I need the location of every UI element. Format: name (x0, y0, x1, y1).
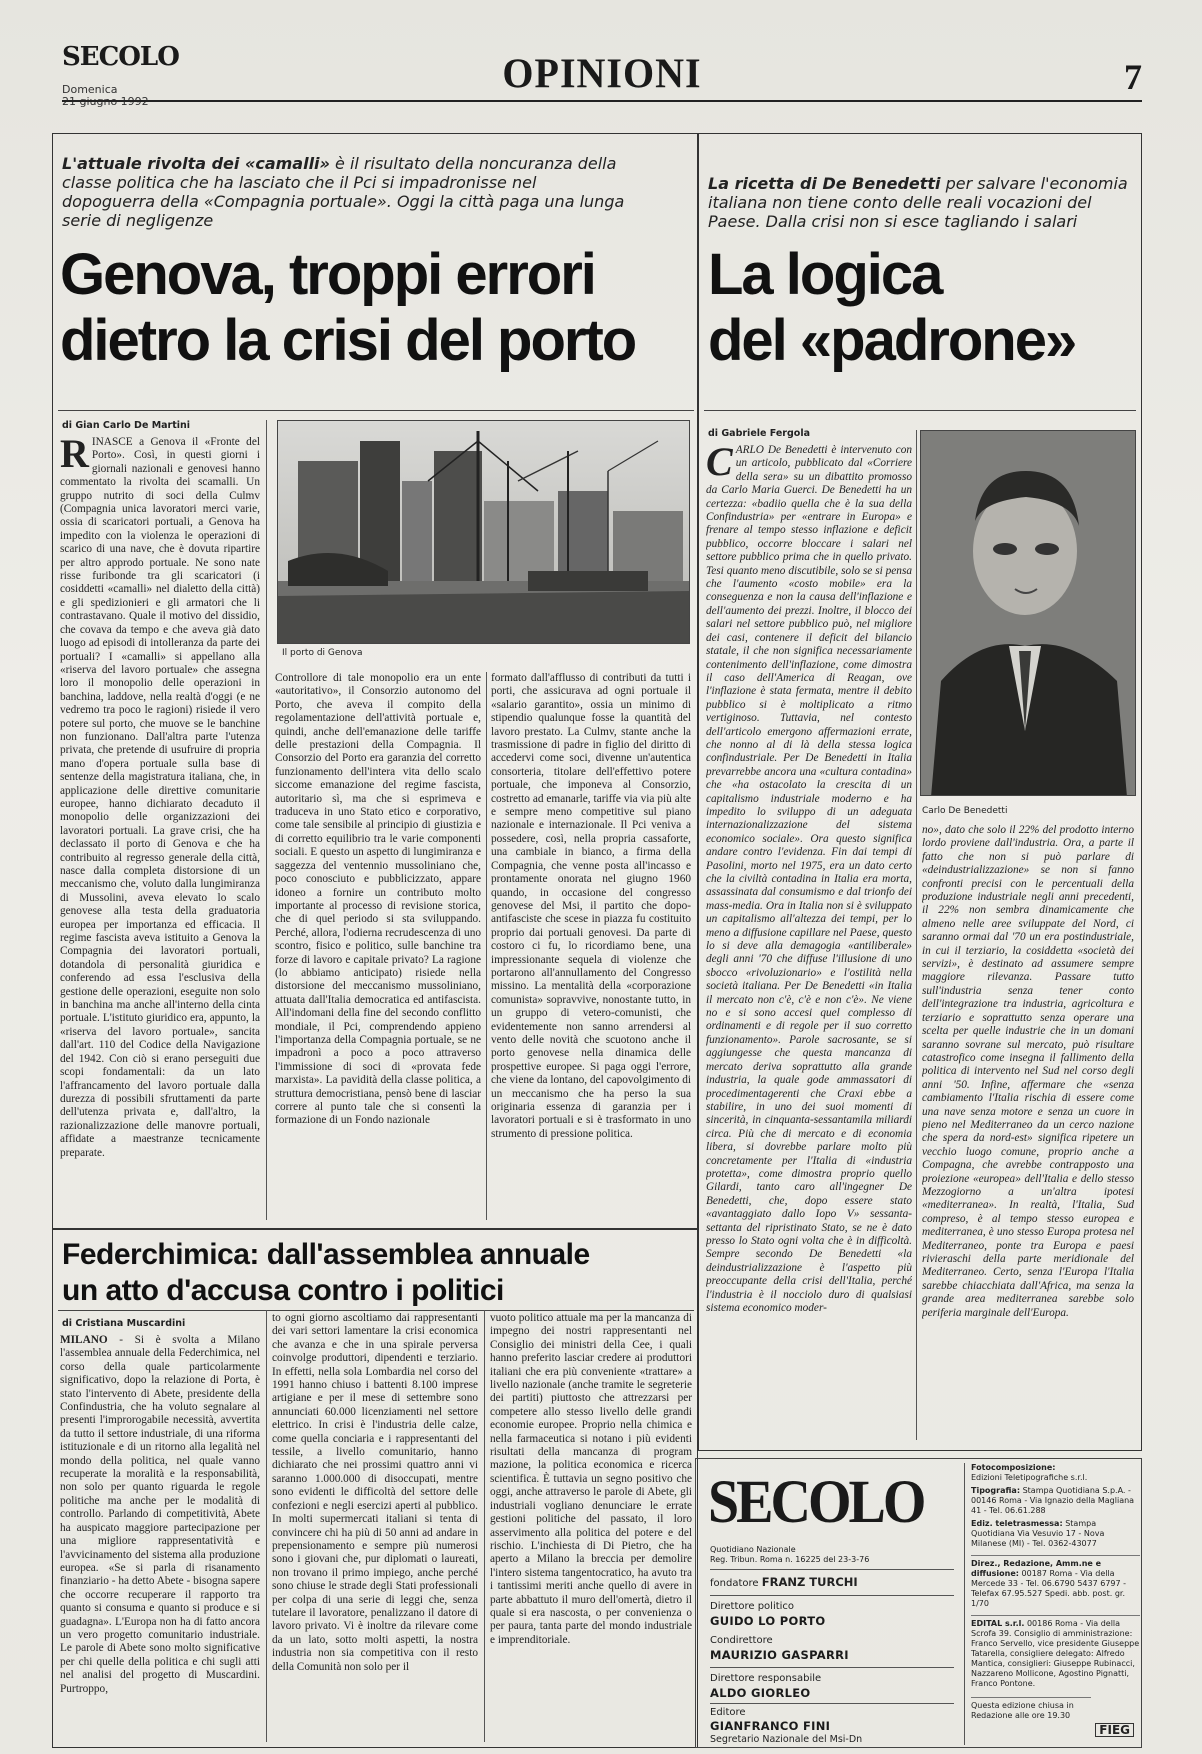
federchimica-headline-rule (58, 1310, 694, 1311)
codirector-label: Condirettore (710, 1635, 773, 1646)
article-genova-byline: di Gian Carlo De Martini (62, 420, 191, 431)
article-padrone-column-1: CARLO De Benedetti è intervenuto con un articolo, pubblicato dal «Corriere della sera» su un dibattito promosso da Carlo Maria Guerci. De Benedetti ha un certezza: «badiio quella che è la sua della Confindustria» per «entrare in Europa» e frenare al tempo stesso inflazione e deficit pubblico, occorre bloccare i salari nel settore pubblico prima che in quello privato. Tesi quanto meno discutibile, solo se si pensa che l'aumento «costo mobile» era la conseguenza e non la causa dell'inflazione e dell'aumento dei prezzi. Inoltre, il blocco dei salari nel settore pubblico può, nel migliore dei casi, contenere il deficit del bilancio statale, il che non significa necessariamente contenimento dell'inflazione, come dimostra il caso dell'America di Reagan, ove l'inflazione è stata fermata, mentre il debito pubblico si è moltiplicato a ritmo vertiginoso. Tuttavia, nel contesto dell'articolo emergono affermazioni errate, che nonno al di là della stessa logica confindustriale. Per De Benedetti in Italia prevarrebbe ancora una «cultura contadina» che «ha ostacolato la crescita di un capitalismo industriale moderno e ha impedito lo sviluppo di un adeguata internazionalizzazione del sistema economico sociale». Ora questo significa andare contro l'evidenza. Fin dai tempi di Pasolini, morto nel 1975, era un dato certo che la civiltà contadina in Italia era morta, assassinata dal consumismo e dal trionfo dei mass-media. Ora in Italia non si è sviluppato un capitalismo all'altezza dei tempi, per lo meno a diffusione capillare nel Paese, questo lo si deve alla demagogia «antiliberale» degli anni '70 che diffuse l'illusione di uno sbocco «rivoluzionario» e l'ostilità nella società italiana. Per De Benedetti «in Italia il mercato non c'è, c'è e non c'è». Ne viene no e si sono accesi quel complesso di ordinamenti e di regole per il suo corretto funzionamento». Parole sacrosante, se si aggiungesse che questa mancanza di mercato deriva soprattutto alla grande industria, la quale gode ammassatori di procedimentagerenti che Craxi ebbe a stabilire, in uno dei suoi momenti di sincerità, in cinquanta-sessantamila miliardi circa. Più che di mercato e di economia libera, si dovrebbe parlare molto più concretamente per l'Italia di «industria protetta», come dimostra proprio quello Gilardi, tanto caro all'ingegner De Benedetti, che, dopo essere stato «avantaggiato dallo Iopo V» sessanta-settanta del ripristinato Stato, se ne è dato presso lo Stato ogni volta che è in difficoltà. Sempre secondo De Benedetti «la deindustrializzazione è l'aspetto più preoccupante della crisi dell'Italia, perché l'industria è il nocciolo duro di qualsiasi sistema economico moder- (706, 444, 912, 1314)
article-federchimica-headline: Federchimica: dall'assemblea annuale un atto d'accusa contro i politici (62, 1238, 590, 1307)
page-header (62, 42, 1142, 108)
de-benedetti-caption: Carlo De Benedetti (922, 806, 1008, 816)
federchimica-col-rule-1 (266, 1310, 267, 1742)
masthead-imprint: Fotocomposizione: Edizioni Teletipografiche s.r.l. Tipografia: Stampa Quotidiana S.p.A. - 00146 Roma - Via Ignazio della Magliana 41 - Tel. 06.61.288 Ediz. teletrasmessa: Stampa Quotidiana Via Vesuvio 17 - Nova Milanese (MI) - Tel. 0362-43077 Direz., Redazione, Amm.ne e diffusione: 00187 Roma - Via della Mercede 33 - Tel. 06.6790 5437 6797 - Telefax 67.95.527 Spedi. abb. post. gr. 1/70 EDITAL s.r.l. 00186 Roma - Via della Scrofa 39. Consiglio di amministrazione: Franco Servello, vice presidente Giuseppe Tatarella, consigliere delegato: Alfredo Mantica, consiglieri: Giuseppe Rubinacci, Nazzareno Mollicone, Agostino Pignatti, Franco Pontone. Questa edizione chiusa in Redazione alle ore 19.30 FIEG (964, 1463, 1140, 1745)
article-genova-column-1: RINASCE a Genova il «Fronte del Porto». Così, in questi giorni i giornali nazionali e genovesi hanno commentato la rivolta dei scamalli. Un gruppo nutrito di soci della Culmv (Compagnia unica lavoratori merci varie, ossia di scaricatori portuali, a Genova ha impedito con la violenza le operazioni di scarico di una nave, che è dovuta ripartire per altro approdo portuale. Ne sono nate risse furibonde tra gli scaricatori (i cosiddetti «camalli» nel dialetto della città) e gli spedizionieri e gli armatori che li contrastavano. Quale il motivo del dissidio, che covava da tempo e che aveva già dato luogo ad episodi di intolleranza da parte dei portuali? I «camalli» si appellano alla «riserva del lavoro portuale» che assegna loro il monopolio delle operazioni in banchina, laddove, nella realtà d'oggi (e ne vedremo tra poco le ragioni) risiede il vero potere sul porto, che muove se le banchine non funzionano. Dall'altra parte l'utenza privata, che pretende di usufruire di propria mano d'opera portuale sulla base di sentenze della magistratura italiana, che, in applicazione delle direttive comunitarie europee, hanno dichiarato decaduto il monopolio delle organizzazioni dei lavoratori portuali. La grave crisi, che ha declassato il porto di Genova e che ha contribuito al regresso generale della città, nasce dalla completa distorsione di un meccanismo che, voluto dalla lungimiranza di Mussolini, aveva elevato lo scalo genovese alla testa della graduatoria europea per importanza ed efficacia. Il regime fascista aveva istituito a Genova la Compagnia dei lavoratori portuali, dotandola di personalità giuridica e conferendo ad essa l'esclusiva della gestione delle operazioni, eseguite non solo in banchina ma anche all'interno della cinta portuale. L'istituto giuridico era, appunto, la «riserva del lavoro portuale», sancita dall'art. 110 del Codice della Navigazione del 1942. Con ciò si erano perseguiti due scopi fondamentali: da un lato l'affrancamento del lavoro portuale dalla durezza di possibili sfruttamenti da parte dell'utenza privata e, dall'altro, la razionalizzazione delle manovre portuali, affidate a maestranze tecnicamente preparate. (60, 436, 260, 1159)
masthead-rule-3 (710, 1667, 954, 1668)
article-padrone-column-2: no», dato che solo il 22% del prodotto interno lordo proviene dall'industria. Ora, a parte il fatto che non si può parlare di «deindustrializzazione» se non si fanno confronti precisi con le percentuali della produzione industriale negli anni precedenti, il 22% non sembra dinamicamente che almeno nelle aree sviluppate del Nord, ci saranno ormai dal '70 un era postindustriale, in cui il terziario, la cosiddetta «società dei servizi», è destinato ad assumere sempre maggiore rilevanza. Passare tutto sull'industria senza tener conto dell'integrazione tra industria, agricoltura e terziario e soprattutto senza operare una scelta per quelle industrie che in un domani saranno sovrane sul mercato, può risultare catastrofico come insegna il fallimento della politica di intervento nel Sud nel corso degli anni '50. Infine, affermare che «senza cambiamento l'Italia rischia di essere come una nave senza motore e senza un cuore in pieno nel Mediterraneo da un cerco nazione che spera da nord-est» significa ripetere un vecchio luogo comune, proprio anche a Compagna, che avrebbe contrapposto una proiezione «europea» dell'Italia e dello stesso Mezzogiorno a un'altra ipotesi «mediterranea». In realtà, l'Italia, Sud compreso, è al tempo stesso europea e mediterranea, è uno stesso Europa protesa nel Mediterraneo, ponte tra Europa e paesi rivieraschi della parte meridionale del Mediterraneo. Certo, senza l'Europa l'Italia sarebbe chiacchiata dall'Africa, ma senza la grande area mediterranea sarebbe solo periferia marginale dell'Europa. (922, 824, 1134, 1319)
article-federchimica-byline: di Cristiana Muscardini (62, 1318, 186, 1329)
article-genova-column-3: formato dall'afflusso di contributi da tutti i porti, che assicurava ad ogni portuale il «salario garantito», ossia un minimo di stipendio qualunque fosse la quantità del lavoro prestato. La Culmv, stante anche la trasmissione di padre in figlio del diritto di accedervi come soci, divenne un'autentica consorteria, titolare dell'effettivo potere portuale, che imponeva al Consorzio, costretto ad emanarle, tariffe via via più alte e sempre meno competitive sul piano nazionale e internazionale. Il Pci veniva a possedere, così, nella propria cassaforte, una cambiale in bianco, a firma della Compagnia, che venne posta all'incasso e prontamente onorata nel giugno 1960 quando, in occasione del congresso genovese del Msi, il partito che dopo-antifasciste che scese in piazza fu costituito proprio dai portuali genovesi. Da parte di costoro ci fu, lo ricordiamo bene, una impressionante sequela di violenze che portarono all'annullamento del Congresso missino. La mentalità della «corporazione comunista» sopravvive, nonostante tutto, in un gruppo di vetero-comunisti, che evidentemente non sanno arrendersi al vento delle novità che scuotono anche il porto genovese nella dinamica delle prospettive europee. Si paga oggi l'errore, che viene da lontano, del capovolgimento di un meccanismo che ha perso la sua originaria essenza di garanzia per i lavoratori portuali e si è trasformato in uno strumento di pressione politica. (491, 672, 691, 1140)
genova-headline-rule (58, 410, 694, 411)
publisher-label: Editore (710, 1707, 746, 1718)
de-benedetti-photo (920, 430, 1136, 796)
director-label: Direttore politico (710, 1601, 795, 1612)
article-federchimica-column-3: vuoto politico attuale ma per la mancanza di impegno dei nostri rappresentanti nel Consiglio dei ministri della Cee, i quali hanno preferito lasciar credere ai produttori italiani che era più conveniente «trattare» a livello nazionale (anche tramite le segreterie dei partiti) piuttosto che attrezzarsi per competere allo stesso livello delle grandi economie europee. Proprio nella chimica e nella farmaceutica si notano i più evidenti risultati della mancanza di program mazione, la politica economica e ricerca scientifica. È tuttavia un segno positivo che oggi, anche attraverso le parole di Abete, gli industriali vogliano denunciare le errate gestioni politiche del passato, il loro asservimento alla politica del potere e del rischio. L'inchiesta di Di Pietro, che ha aperto a Milano la breccia per demolire l'intero sistema tangentocratico, ha avuto tra i tantissimi meriti anche quello di avere in parte abbattuto il muro dell'omertà, dietro il quale si era nascosta, o per convenienza o per paura, tanta parte del mondo industriale e imprenditoriale. (490, 1312, 692, 1646)
publisher-name: GIANFRANCO FINI (710, 1719, 831, 1733)
section-title: OPINIONI (502, 49, 702, 98)
masthead-rule-4 (710, 1703, 954, 1704)
genova-port-photo (277, 420, 690, 644)
founder-label: fondatore FRANZ TURCHI (710, 1575, 858, 1589)
masthead-rule-1 (710, 1569, 954, 1570)
newspaper-logo: SECOLO (62, 42, 179, 72)
padrone-headline-rule (704, 410, 1136, 411)
masthead-rule-2 (710, 1595, 954, 1596)
article-genova-kicker: L'attuale rivolta dei «camalli» è il risultato della noncuranza della classe politica che ha lasciato che il Pci si impadronisse nel dopoguerra della «Compagnia portuale». Oggi la città paga una lunga serie di negligenze (62, 154, 625, 230)
genova-col-rule-1 (266, 420, 267, 1220)
federchimica-col-rule-2 (484, 1310, 485, 1742)
director-name: GUIDO LO PORTO (710, 1614, 826, 1628)
article-genova-column-2: Controllore di tale monopolio era un ente «autoritativo», il Consorzio autonomo del Porto, che aveva il compito della regolamentazione dell'attività portuale e, quindi, anche dell'emanazione delle tariffe delle prestazioni della Compagnia. Il Consorzio del Porto era garanzia del corretto funzionamento dell'intera vita dello scalo siccome emanazione del regime fascista, autoritario sì, ma che si esprimeva e traduceva in uno Stato etico e corporativo, come tale sensibile al principio di giustizia e di corretto equilibrio tra le varie componenti sociali. E questo un aspetto di lungimiranza e saggezza del ventennio mussoliniano che, poco conosciuto e pubblicizzato, appare idoneo a fornire un contributo molto importante al processo di revisione storica, che di quel periodo si sta sviluppando. Perché, allora, l'odierna recrudescenza di uno scontro, fisico e politico, sulle banchine tra forze di lavoro e capitale privato? La ragione (lo abbiamo anticipato) risiede nella distorsione del meccanismo mussoliniano, attuata dall'Italia democratica ed antifascista. All'indomani della fine del secondo conflitto mondiale, il Pci, comprendendo appieno l'importanza della Compagnia portuale, se ne impadronì a poco a poco attraverso l'immissione di soci di «provata fede marxista». La pavidità della classe politica, a struttura democristiana, pensò bene di lasciar correre al punto tale che si consentì la formazione di un Fondo nazionale (275, 672, 481, 1127)
responsible-label: Direttore responsabile (710, 1673, 822, 1684)
genova-photo-caption: Il porto di Genova (282, 648, 363, 658)
article-padrone-kicker: La ricetta di De Benedetti per salvare l'economia italiana non tiene conto delle reali vocazioni del Paese. Dalla crisi non si esce tagliando i salari (708, 174, 1128, 231)
responsible-name: ALDO GIORLEO (710, 1686, 811, 1700)
portrait-image (921, 431, 1136, 796)
founder-name: FRANZ TURCHI (761, 1575, 858, 1589)
article-padrone-headline: La logica del «padrone» (708, 242, 1076, 373)
padrone-dropcap: C (706, 444, 733, 484)
article-federchimica-column-2: to ogni giorno ascoltiamo dai rappresentanti dei vari settori lamentare la crisi economica che avanza e che in una spirale perversa coinvolge produttori, dipendenti e terziario. In effetti, nella sola Lombardia nel corso del 1991 hanno chiuso i battenti 8.100 imprese artigiane e per il mese di settembre sono annunciati 60.000 licenziamenti nel settore elettrico. In crisi è l'industria delle calze, come quella conciaria e i rappresentanti del tessile, a livello comunitario, hanno dichiarato che nei prossimi quattro anni vi saranno 1.000.000 di disoccupati, mentre sono evidenti le difficoltà del settore delle confezioni e negli esercizi aperti al pubblico. In molti supermercati italiani si tenta di convincere chi ha più di 50 anni ad andare in prepensionamento e sempre più numerosi sono i giovani che, pur diplomati o laureati, non trovano il primo impiego, anche perché sono chiuse le strade degli Stati professionali per colpa di una serie di leggi che, senza tutelare il lavoratore, penalizzano il datore di lavoro privato. Vi è inoltre da rilevare come da un lato, sotto molti aspetti, la nostra industria non sia competitiva con il resto della Comunità non solo per il (272, 1312, 478, 1673)
article-padrone-byline: di Gabriele Fergola (708, 428, 810, 439)
article-genova-headline: Genova, troppi errori dietro la crisi del porto (60, 242, 636, 373)
padrone-col-rule (916, 430, 917, 1440)
header-rule (62, 100, 1142, 102)
masthead-logo: SECOLO (708, 1468, 924, 1537)
masthead-registration: Quotidiano Nazionale Reg. Tribun. Roma n. 16225 del 23-3-76 (710, 1545, 870, 1564)
fieg-badge: FIEG (1095, 1723, 1134, 1737)
publisher-role: Segretario Nazionale del Msi-Dn (710, 1734, 863, 1745)
genova-col-rule-2 (486, 672, 487, 1220)
article-federchimica-column-1: MILANO - Si è svolta a Milano l'assemblea annuale della Federchimica, nel corso della quale particolarmente significativo, dopo la relazione di Porta, è stato l'intervento di Abete, presidente della Confindustria, che ha voluto segnalare al presenti l'improrogabile necessità, avvertita da tutto il settore industriale, di una riforma istituzionale e di un ritorno alla legalità nel mondo della politica, nel quale vanno recuperate la moralità e la responsabilità, non solo per quanto riguarda le regole politiche ma anche per le modalità di controllo. Parlando di competitività, Abete ha auspicato maggiore partecipazione per una migliore rappresentatività e l'avvicinamento del sistema alla produzione europea. «Se si parla di risanamento finanziario - ha detto Abete - bisogna sapere che occorre recuperare il rapporto tra quanto si consuma e quanto si produce e si guadagna». L'Europa non ha di fatto ancora un vero progetto comunitario industriale. Le parole di Abete sono molto significative per chi quelle della politica e chi sugli atti nel analisi del progetto di Muscardini. Purtroppo, (60, 1334, 260, 1695)
codirector-name: MAURIZIO GASPARRI (710, 1648, 849, 1662)
genova-dropcap: R (60, 436, 89, 476)
issue-date: Domenica 21 giugno 1992 (62, 83, 149, 108)
page-number: 7 (1124, 57, 1142, 97)
port-cranes-image (278, 421, 690, 644)
masthead-box (695, 1458, 1142, 1748)
